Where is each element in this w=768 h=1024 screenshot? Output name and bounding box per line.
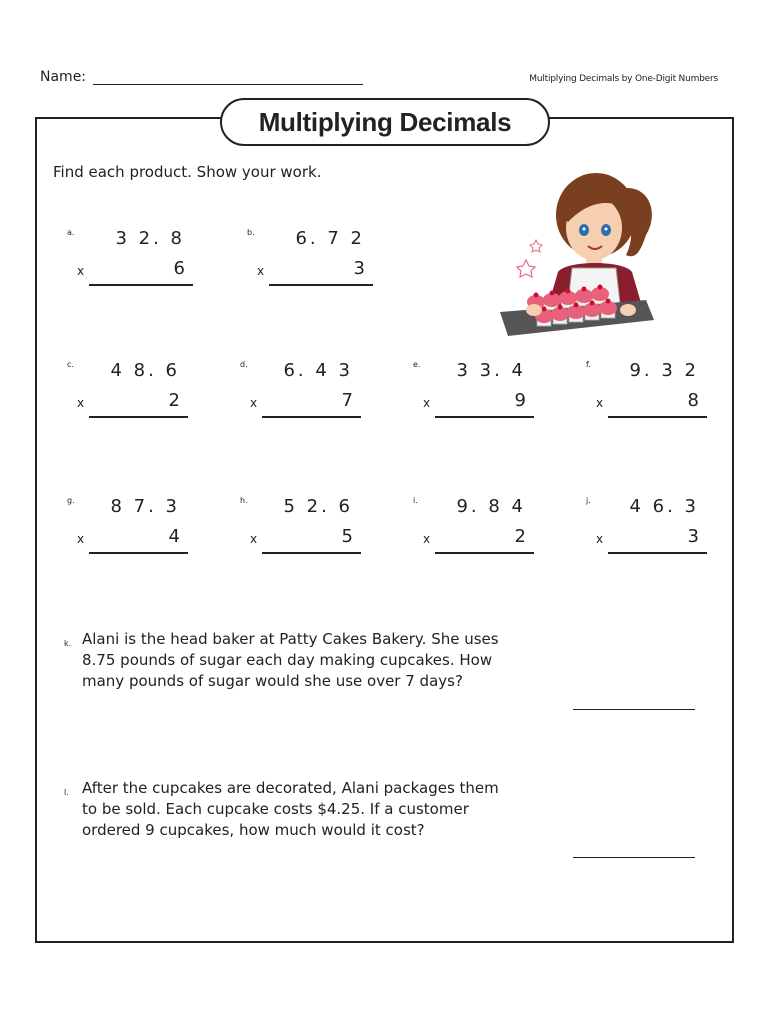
hand-right (620, 304, 636, 316)
star-icon (530, 240, 542, 252)
problem-multiplier: 3 (353, 258, 365, 279)
instructions: Find each product. Show your work. (53, 163, 322, 181)
problem-d (240, 360, 361, 430)
eye-shine (605, 228, 608, 231)
problem-letter: f. (586, 360, 591, 369)
star-icon (517, 260, 535, 277)
answer-rule (262, 552, 361, 554)
problem-multiplier: 5 (341, 526, 353, 547)
multiply-sign: x (250, 396, 258, 410)
problem-multiplier: 8 (687, 390, 699, 411)
problem-g (67, 496, 188, 566)
eye-shine (583, 228, 586, 231)
word-problem-text: Alani is the head baker at Patty Cakes Bakery. She uses 8.75 pounds of sugar each day making cupcakes. How many pounds of sugar would she use over 7 days? (82, 630, 499, 690)
problem-multiplicand: 3 2. 8 (115, 228, 185, 249)
problem-letter: c. (67, 360, 74, 369)
problem-b (247, 228, 373, 298)
problem-multiplicand: 5 2. 6 (283, 496, 353, 517)
problem-i (413, 496, 534, 566)
name-label: Name: (40, 69, 87, 85)
problem-multiplier: 2 (168, 390, 180, 411)
problem-multiplier: 9 (514, 390, 526, 411)
problem-h (240, 496, 361, 566)
page-title: Multiplying Decimals (258, 106, 512, 137)
problem-letter: h. (240, 496, 248, 505)
problem-multiplier: 3 (687, 526, 699, 547)
answer-rule (269, 284, 373, 286)
multiply-sign: x (423, 532, 431, 546)
problem-multiplier: 7 (341, 390, 353, 411)
multiply-sign: x (596, 396, 604, 410)
problem-f (586, 360, 707, 430)
hand-left (526, 304, 542, 316)
multiply-sign: x (423, 396, 431, 410)
answer-rule (262, 416, 361, 418)
word-problem-text: After the cupcakes are decorated, Alani packages them to be sold. Each cupcake costs $4.25. If a customer ordered 9 cupcakes, how much would it cost? (82, 779, 499, 839)
multiply-sign: x (77, 396, 85, 410)
problem-a (67, 228, 193, 298)
problem-letter: a. (67, 228, 75, 237)
problem-multiplicand: 6. 4 3 (283, 360, 353, 381)
answer-rule (89, 284, 193, 286)
problem-j (586, 496, 707, 566)
problem-multiplicand: 4 8. 6 (110, 360, 180, 381)
answer-rule (435, 552, 534, 554)
problem-multiplicand: 9. 8 4 (456, 496, 526, 517)
problem-letter: g. (67, 496, 75, 505)
problem-letter: l. (64, 788, 69, 797)
answer-rule (608, 416, 707, 418)
problem-multiplier: 4 (168, 526, 180, 547)
problem-multiplicand: 4 6. 3 (629, 496, 699, 517)
baker-illustration (496, 160, 666, 350)
answer-line-k[interactable] (573, 709, 695, 710)
problem-multiplicand: 6. 7 2 (295, 228, 365, 249)
problem-c (67, 360, 188, 430)
answer-line-l[interactable] (573, 857, 695, 858)
answer-rule (89, 416, 188, 418)
problem-multiplier: 6 (173, 258, 185, 279)
multiply-sign: x (250, 532, 258, 546)
multiply-sign: x (257, 264, 265, 278)
problem-letter: b. (247, 228, 255, 237)
worksheet-subtitle: Multiplying Decimals by One-Digit Numbers (529, 74, 718, 84)
problem-letter: k. (64, 639, 72, 648)
answer-rule (89, 552, 188, 554)
problem-multiplicand: 8 7. 3 (110, 496, 180, 517)
problem-multiplicand: 9. 3 2 (629, 360, 699, 381)
multiply-sign: x (596, 532, 604, 546)
answer-rule (435, 416, 534, 418)
problem-letter: i. (413, 496, 418, 505)
problem-multiplicand: 3 3. 4 (456, 360, 526, 381)
title-banner (220, 98, 550, 146)
name-line[interactable] (93, 84, 363, 85)
multiply-sign: x (77, 264, 85, 278)
problem-multiplier: 2 (514, 526, 526, 547)
problem-letter: d. (240, 360, 248, 369)
multiply-sign: x (77, 532, 85, 546)
answer-rule (608, 552, 707, 554)
problem-letter: e. (413, 360, 421, 369)
problem-e (413, 360, 534, 430)
problem-letter: j. (586, 496, 591, 505)
